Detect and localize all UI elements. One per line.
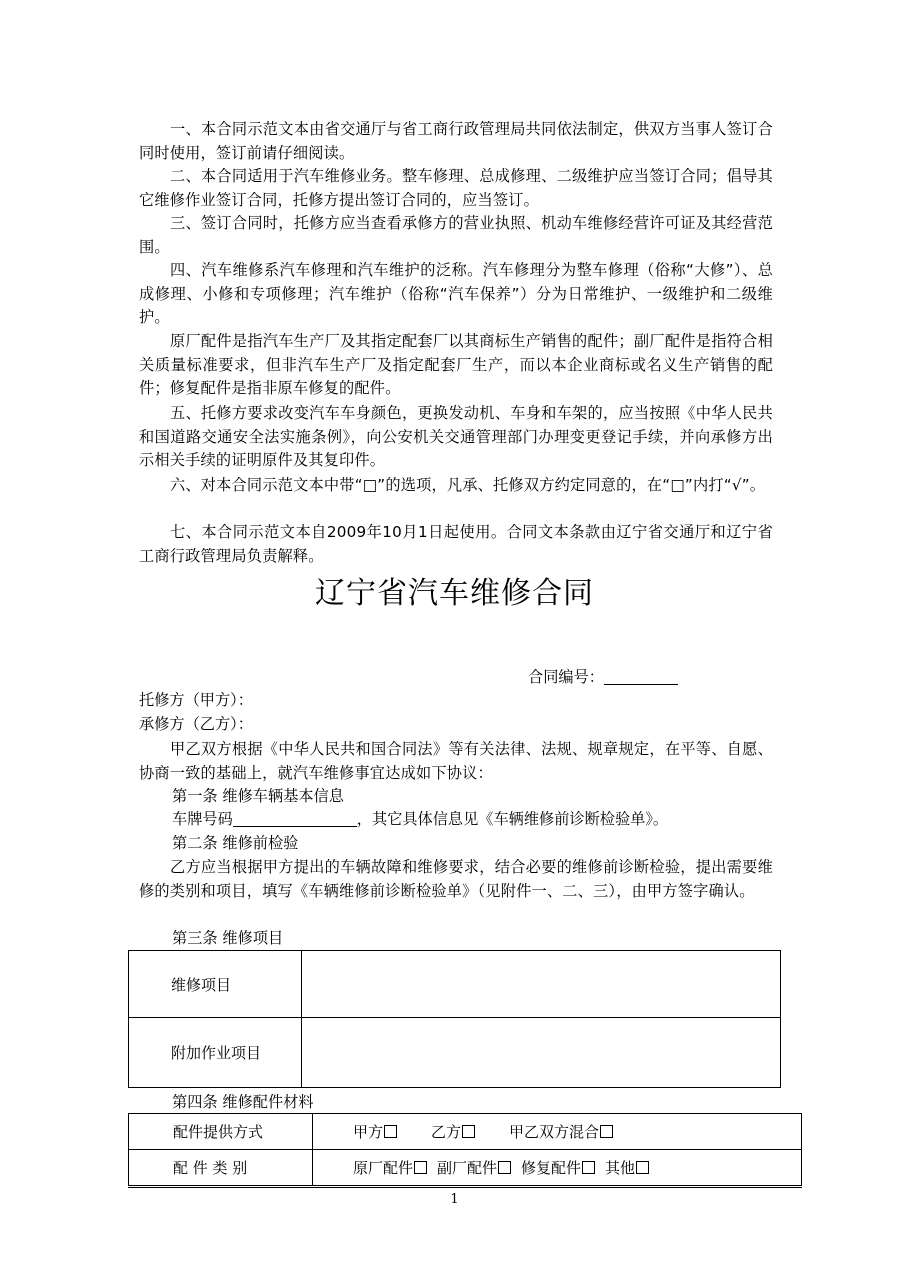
checkbox[interactable]	[600, 1125, 613, 1138]
note-2: 二、本合同适用于汽车维修业务。整车修理、总成修理、二级维护应当签订合同；倡导其它维修作业签订合同，托修方提出签订合同的，应当签订。	[139, 167, 773, 209]
checkbox[interactable]	[462, 1125, 475, 1138]
checkbox[interactable]	[498, 1161, 511, 1174]
type-option-original-label: 原厂配件	[353, 1159, 414, 1177]
type-option-repaired[interactable]	[521, 1159, 595, 1177]
page-number: 1	[450, 1192, 459, 1207]
plate-number-suffix: ，其它具体信息见《车辆维修前诊断检验单》。	[356, 810, 669, 828]
article-2-heading: 第二条 维修前检验	[172, 834, 299, 852]
party-b-label: 承修方（乙方）：	[139, 715, 253, 733]
checkbox[interactable]	[636, 1161, 649, 1174]
note-7: 七、本合同示范文本自2009年10月1日起使用。合同文本条款由辽宁省交通厅和辽宁省工商行政管理局负责解释。	[139, 523, 773, 565]
checkbox[interactable]	[582, 1161, 595, 1174]
table-row	[129, 1150, 802, 1186]
checkbox[interactable]	[384, 1125, 397, 1138]
type-option-repaired-label: 修复配件	[521, 1159, 582, 1177]
contract-title: 辽宁省汽车维修合同	[315, 576, 594, 611]
parts-supply-label: 配件提供方式	[129, 1114, 313, 1150]
note-5: 五、托修方要求改变汽车车身颜色，更换发动机、车身和车架的，应当按照《中华人民共和国道路交通安全法实施条例》，向公安机关交通管理部门办理变更登记手续，并向承修方出示相关手续的证明原件及其复印件。	[139, 404, 773, 469]
plate-number-field[interactable]	[233, 810, 357, 827]
article-4-heading: 第四条 维修配件材料	[172, 1093, 314, 1111]
table-row	[129, 951, 781, 1018]
checkbox[interactable]	[414, 1161, 427, 1174]
supply-option-mixed[interactable]	[509, 1123, 613, 1141]
preamble: 甲乙双方根据《中华人民共和国合同法》等有关法律、法规、规章规定，在平等、自愿、协商一致的基础上，就汽车维修事宜达成如下协议：	[139, 740, 773, 782]
type-option-aftermarket[interactable]	[437, 1159, 511, 1177]
parts-type-options	[313, 1150, 802, 1186]
repair-items-table	[128, 950, 781, 1088]
type-option-aftermarket-label: 副厂配件	[437, 1159, 498, 1177]
repair-items-field[interactable]	[302, 951, 781, 1018]
note-1: 一、本合同示范文本由省交通厅与省工商行政管理局共同依法制定，供双方当事人签订合同时使用，签订前请仔细阅读。	[139, 120, 773, 162]
additional-items-field[interactable]	[302, 1018, 781, 1088]
contract-number	[528, 666, 678, 688]
supply-option-mixed-label: 甲乙双方混合	[509, 1123, 600, 1141]
supply-option-b-label: 乙方	[431, 1123, 462, 1141]
type-option-other[interactable]	[605, 1159, 649, 1177]
supply-option-b[interactable]	[431, 1123, 475, 1141]
table-row	[129, 1114, 802, 1150]
article-3-heading: 第三条 维修项目	[172, 929, 284, 947]
plate-number-line	[172, 808, 668, 830]
table-row	[129, 1018, 781, 1088]
type-option-original[interactable]	[353, 1159, 427, 1177]
parts-type-label: 配 件 类 别	[129, 1150, 313, 1186]
party-a-label: 托修方（甲方）：	[139, 691, 253, 709]
note-4: 四、汽车维修系汽车修理和汽车维护的泛称。汽车修理分为整车修理（俗称“大修”）、总成修理、小修和专项修理；汽车维护（俗称“汽车保养”）分为日常维护、一级维护和二级维护。	[139, 261, 773, 326]
table-bottom-rule	[128, 1187, 802, 1188]
type-option-other-label: 其他	[605, 1159, 636, 1177]
note-6: 六、对本合同示范文本中带“□”的选项，凡承、托修双方约定同意的，在“□”内打“√”。	[170, 476, 766, 494]
supply-option-a-label: 甲方	[353, 1123, 384, 1141]
plate-number-label: 车牌号码	[172, 810, 233, 828]
article-1-heading: 第一条 维修车辆基本信息	[172, 787, 344, 805]
parts-supply-options	[313, 1114, 802, 1150]
parts-table	[128, 1113, 802, 1186]
repair-items-label: 维修项目	[129, 951, 302, 1018]
contract-number-label: 合同编号：	[528, 668, 604, 686]
additional-items-label: 附加作业项目	[129, 1018, 302, 1088]
note-parts-definition: 原厂配件是指汽车生产厂及其指定配套厂以其商标生产销售的配件；副厂配件是指符合相关质量标准要求，但非汽车生产厂及指定配套厂生产，而以本企业商标或名义生产销售的配件；修复配件是指非原车修复的配件。	[139, 332, 773, 397]
article-2-text: 乙方应当根据甲方提出的车辆故障和维修要求，结合必要的维修前诊断检验，提出需要维修的类别和项目，填写《车辆维修前诊断检验单》（见附件一、二、三），由甲方签字确认。	[139, 858, 773, 900]
note-3: 三、签订合同时，托修方应当查看承修方的营业执照、机动车维修经营许可证及其经营范围。	[139, 214, 773, 256]
supply-option-a[interactable]	[353, 1123, 397, 1141]
contract-number-field[interactable]	[604, 668, 678, 685]
